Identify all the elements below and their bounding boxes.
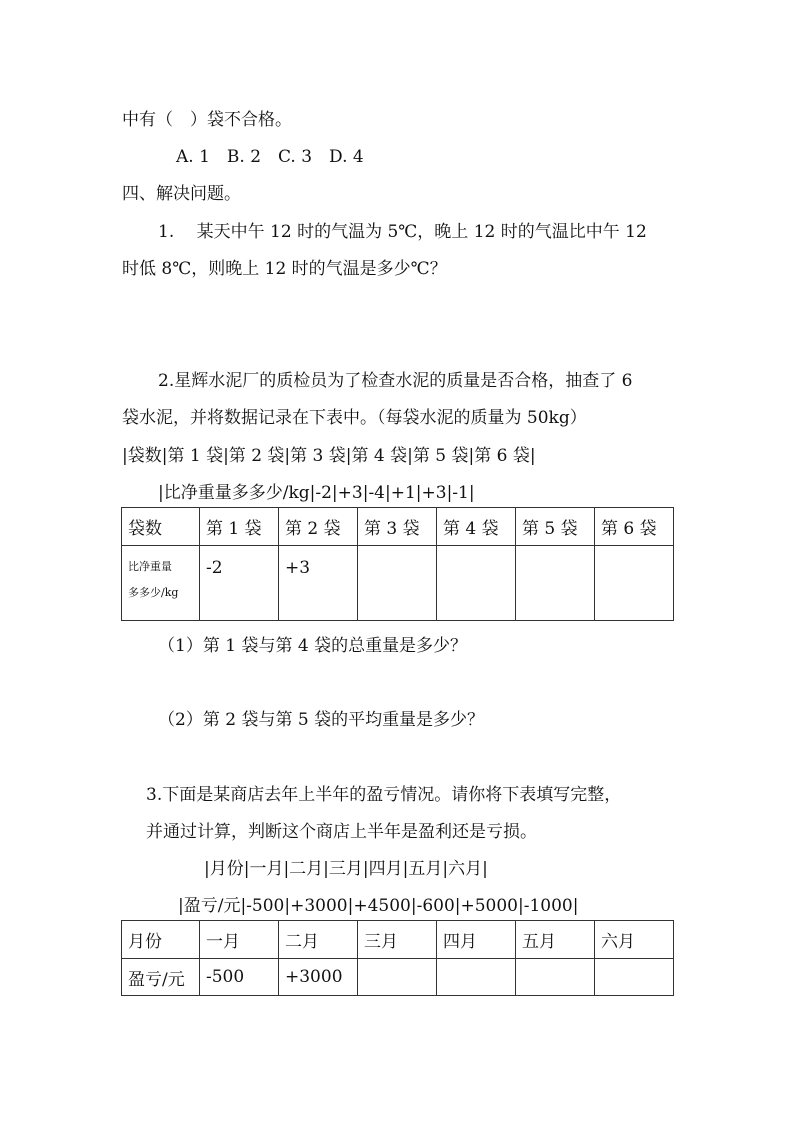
table-cell bbox=[358, 546, 437, 621]
row-label-line: 比净重量 bbox=[128, 560, 172, 573]
text-line: 袋水泥，并将数据记录在下表中。（每袋水泥的质量为 50kg） bbox=[122, 408, 587, 428]
table-row bbox=[122, 508, 674, 546]
table-cell: -500 bbox=[200, 959, 279, 996]
table-cell: 第 6 袋 bbox=[595, 508, 674, 546]
markdown-table-row: |比净重量多多少/kg|-2|+3|-4|+1|+3|-1| bbox=[158, 483, 475, 503]
markdown-table-row: |袋数|第 1 袋|第 2 袋|第 3 袋|第 4 袋|第 5 袋|第 6 袋| bbox=[122, 446, 536, 466]
row-label-line: 多多少/kg bbox=[128, 586, 179, 599]
text-line: 3.下面是某商店去年上半年的盈亏情况。请你将下表填写完整， bbox=[146, 785, 622, 805]
sub-question: （2）第 2 袋与第 5 袋的平均重量是多少？ bbox=[158, 710, 485, 730]
table-cell: 第 4 袋 bbox=[437, 508, 516, 546]
table-cell bbox=[595, 959, 674, 996]
text-line: 时低 8℃，则晚上 12 时的气温是多少℃？ bbox=[122, 259, 447, 279]
text-line: 2.星辉水泥厂的质检员为了检查水泥的质量是否合格，抽查了 6 bbox=[158, 371, 633, 391]
table-row bbox=[122, 546, 674, 621]
table-cell: 第 1 袋 bbox=[200, 508, 279, 546]
table-row-label bbox=[122, 546, 200, 621]
table-cell: 第 2 袋 bbox=[279, 508, 358, 546]
table-cell: 四月 bbox=[437, 921, 516, 959]
markdown-table-row: |盈亏/元|-500|+3000|+4500|-600|+5000|-1000| bbox=[178, 896, 579, 916]
table-cell bbox=[358, 959, 437, 996]
table-cell: 月份 bbox=[122, 921, 200, 959]
table-cell: 三月 bbox=[358, 921, 437, 959]
table-row bbox=[122, 959, 674, 996]
text-line: 1. 某天中午 12 时的气温为 5℃，晚上 12 时的气温比中午 12 bbox=[158, 222, 647, 242]
table-cell: 第 5 袋 bbox=[516, 508, 595, 546]
table-cell bbox=[437, 546, 516, 621]
markdown-table-row: |月份|一月|二月|三月|四月|五月|六月| bbox=[204, 859, 488, 879]
text-line: 中有（ ）袋不合格。 bbox=[122, 110, 292, 130]
table-cell: 二月 bbox=[279, 921, 358, 959]
table-cell: 六月 bbox=[595, 921, 674, 959]
section-heading: 四、解决问题。 bbox=[122, 184, 241, 204]
table-cell: +3 bbox=[279, 546, 358, 621]
table-cell bbox=[516, 959, 595, 996]
profit-loss-table bbox=[121, 920, 674, 996]
bag-weight-table bbox=[121, 507, 674, 621]
table-cell: 袋数 bbox=[122, 508, 200, 546]
text-line: 并通过计算，判断这个商店上半年是盈利还是亏损。 bbox=[146, 822, 537, 842]
answer-options: A. 1 B. 2 C. 3 D. 4 bbox=[176, 147, 364, 167]
table-cell bbox=[595, 546, 674, 621]
table-cell bbox=[516, 546, 595, 621]
sub-question: （1）第 1 袋与第 4 袋的总重量是多少？ bbox=[158, 636, 468, 656]
table-cell: +3000 bbox=[279, 959, 358, 996]
table-cell: 一月 bbox=[200, 921, 279, 959]
table-cell bbox=[437, 959, 516, 996]
table-cell: -2 bbox=[200, 546, 279, 621]
table-cell: 第 3 袋 bbox=[358, 508, 437, 546]
table-row-label: 盈亏/元 bbox=[122, 959, 200, 996]
table-cell: 五月 bbox=[516, 921, 595, 959]
table-row bbox=[122, 921, 674, 959]
